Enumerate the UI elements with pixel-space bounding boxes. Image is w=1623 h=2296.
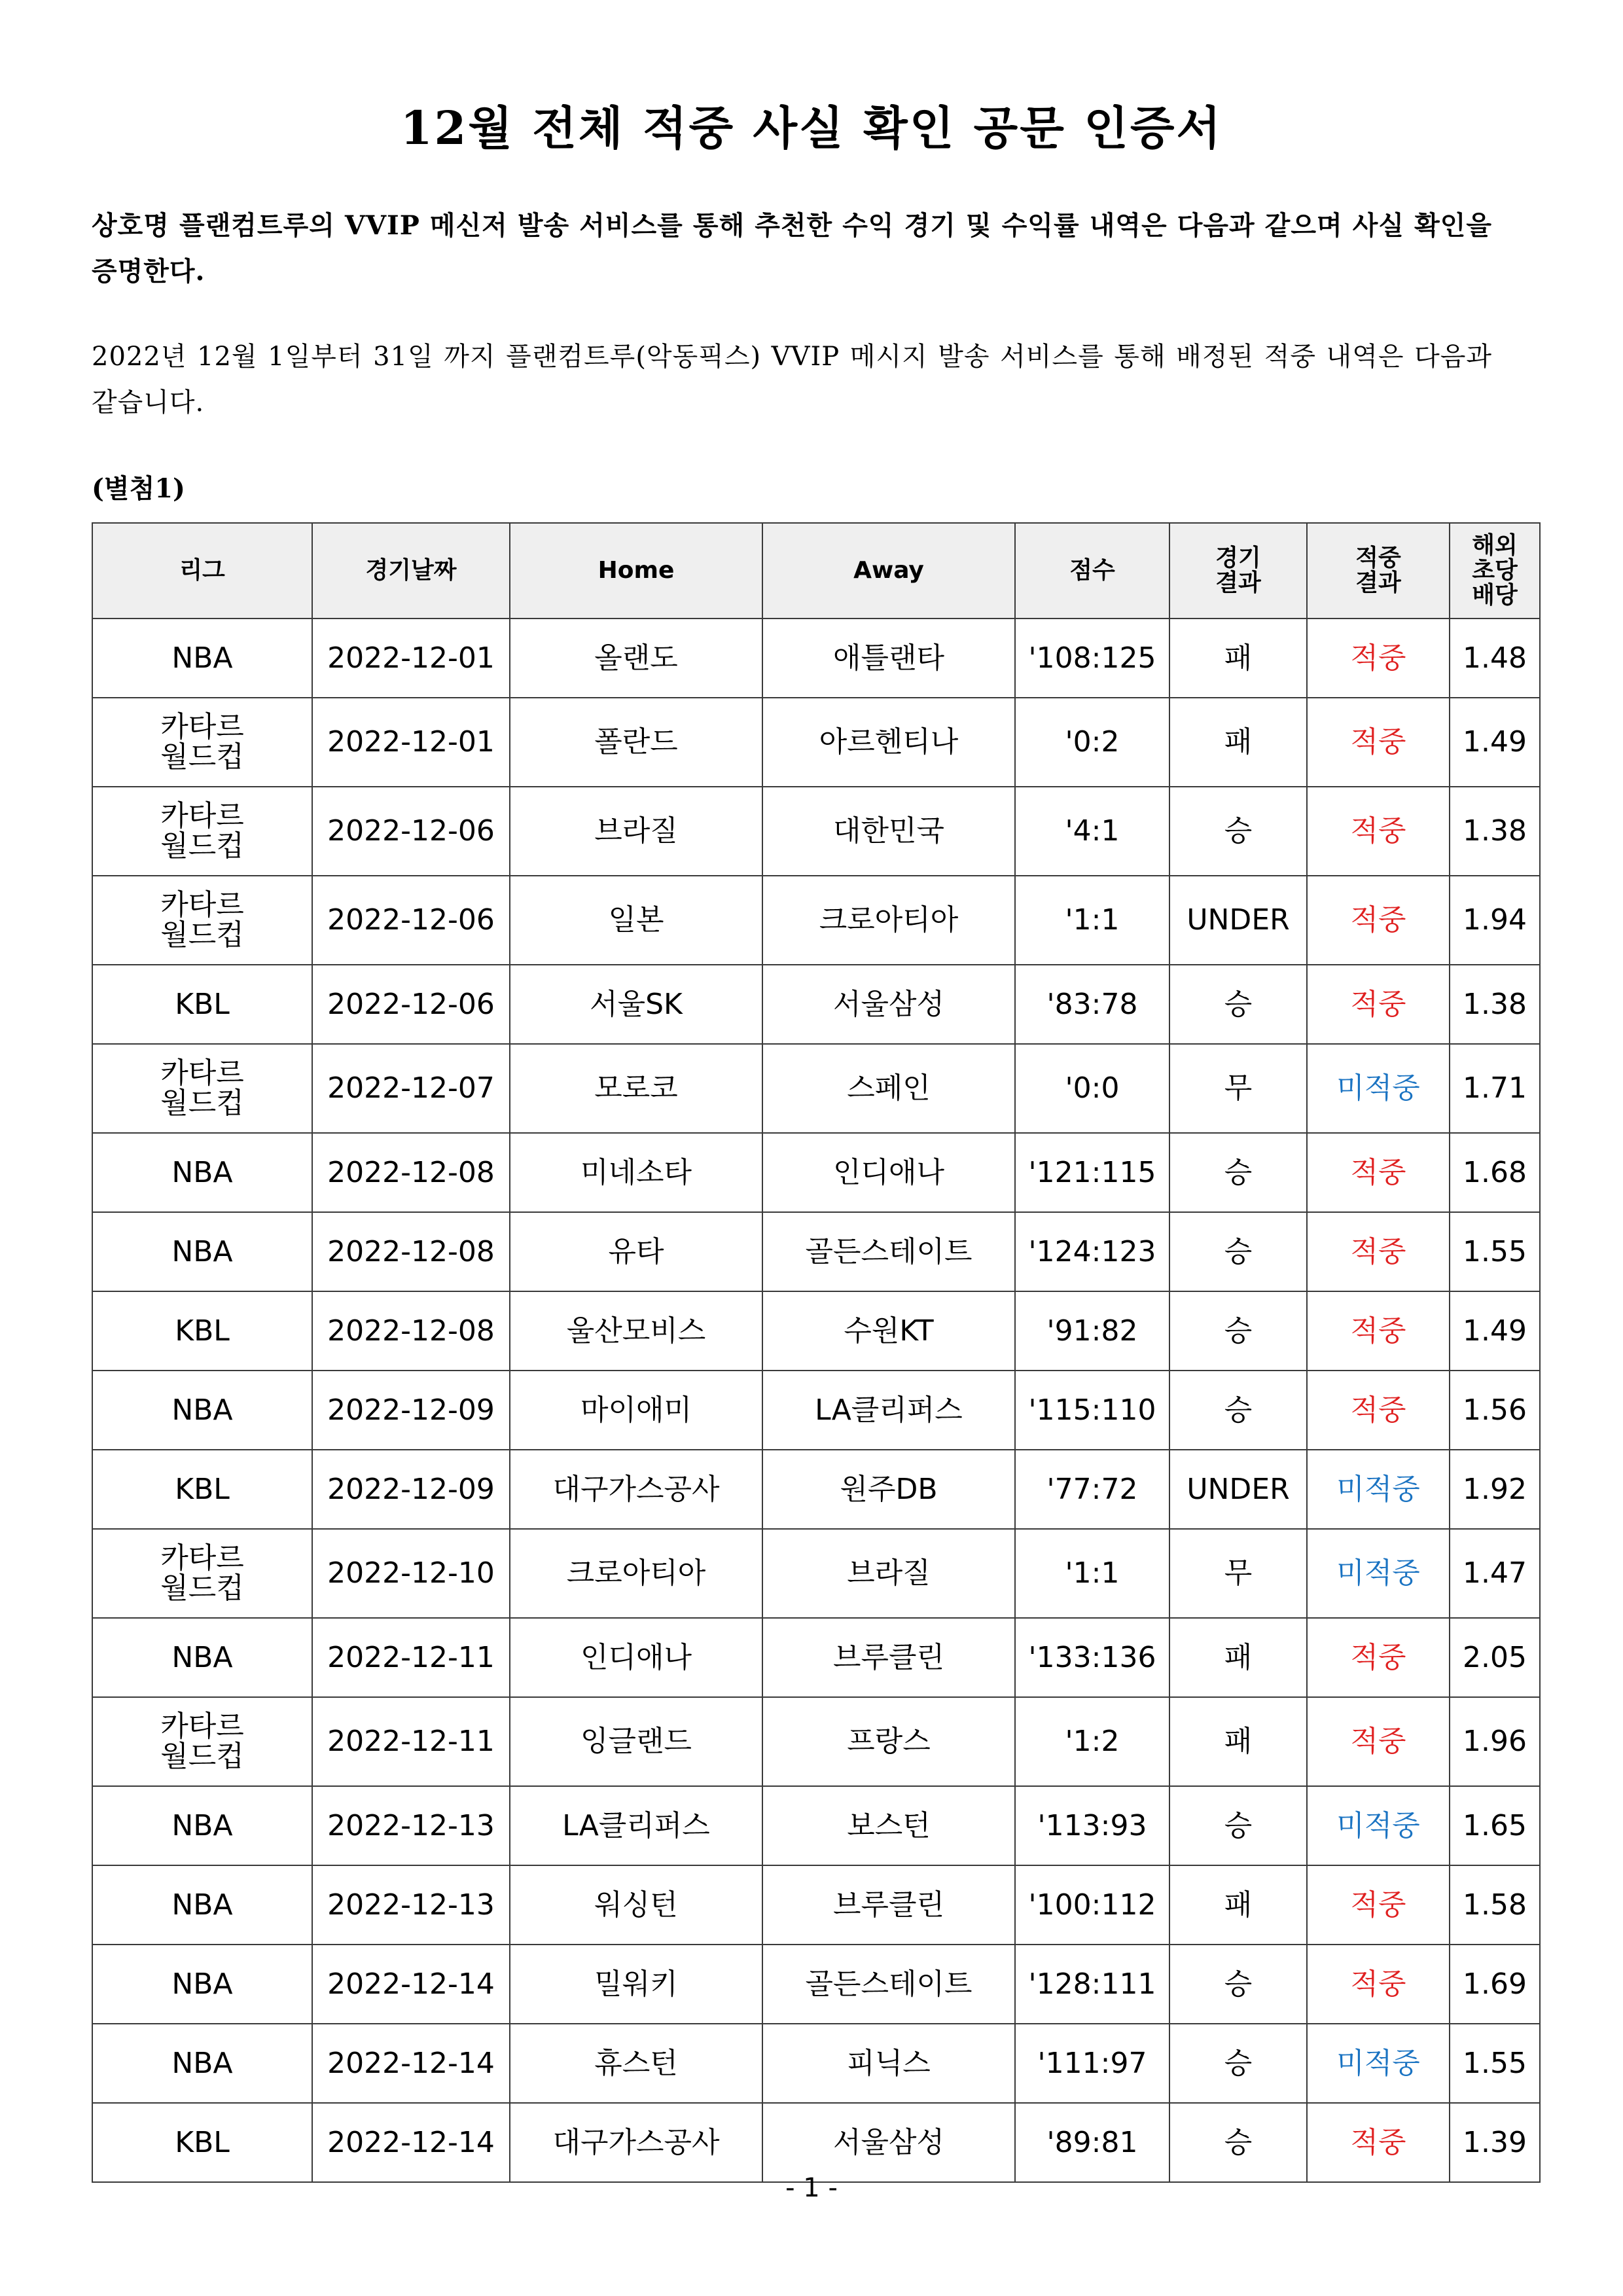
cell-result: 승 xyxy=(1169,965,1307,1044)
cell-date: 2022-12-11 xyxy=(312,1697,510,1786)
cell-date: 2022-12-13 xyxy=(312,1865,510,1945)
cell-league: NBA xyxy=(92,619,312,698)
table-row xyxy=(92,787,1540,876)
cell-home: 크로아티아 xyxy=(510,1529,762,1618)
cell-result: 무 xyxy=(1169,1529,1307,1618)
header-date: 경기날짜 xyxy=(312,523,510,619)
cell-hit: 적중 xyxy=(1307,787,1450,876)
cell-hit: 적중 xyxy=(1307,1291,1450,1371)
cell-home: LA클리퍼스 xyxy=(510,1786,762,1865)
cell-result: 패 xyxy=(1169,1618,1307,1697)
header-league: 리그 xyxy=(92,523,312,619)
cell-score: '4:1 xyxy=(1015,787,1169,876)
cell-league: KBL xyxy=(92,1291,312,1371)
cell-result: UNDER xyxy=(1169,1450,1307,1529)
cell-score: '113:93 xyxy=(1015,1786,1169,1865)
cell-away: 브루클린 xyxy=(762,1618,1015,1697)
cell-home: 인디애나 xyxy=(510,1618,762,1697)
cell-league: NBA xyxy=(92,1865,312,1945)
cell-home: 유타 xyxy=(510,1212,762,1291)
cell-league: NBA xyxy=(92,1133,312,1212)
cell-home: 울산모비스 xyxy=(510,1291,762,1371)
header-result: 경기 결과 xyxy=(1169,523,1307,619)
cell-result: 패 xyxy=(1169,619,1307,698)
cell-home: 일본 xyxy=(510,876,762,965)
table-row xyxy=(92,2103,1540,2182)
cell-hit: 적중 xyxy=(1307,1618,1450,1697)
cell-home: 모로코 xyxy=(510,1044,762,1133)
cell-hit: 미적중 xyxy=(1307,1786,1450,1865)
cell-odds: 1.56 xyxy=(1450,1371,1540,1450)
cell-hit: 미적중 xyxy=(1307,1529,1450,1618)
table-row xyxy=(92,1212,1540,1291)
cell-score: '128:111 xyxy=(1015,1945,1169,2024)
table-row xyxy=(92,1450,1540,1529)
cell-away: 수원KT xyxy=(762,1291,1015,1371)
cell-result: 승 xyxy=(1169,1945,1307,2024)
cell-league: NBA xyxy=(92,2024,312,2103)
results-table xyxy=(92,522,1541,2183)
cell-odds: 1.49 xyxy=(1450,1291,1540,1371)
cell-score: '108:125 xyxy=(1015,619,1169,698)
cell-result: 승 xyxy=(1169,1212,1307,1291)
table-row xyxy=(92,1865,1540,1945)
cell-hit: 미적중 xyxy=(1307,2024,1450,2103)
table-row xyxy=(92,1945,1540,2024)
cell-result: 승 xyxy=(1169,1786,1307,1865)
cell-home: 서울SK xyxy=(510,965,762,1044)
cell-result: 패 xyxy=(1169,1865,1307,1945)
cell-odds: 1.65 xyxy=(1450,1786,1540,1865)
cell-home: 워싱턴 xyxy=(510,1865,762,1945)
cell-result: 무 xyxy=(1169,1044,1307,1133)
cell-league: 카타르 월드컵 xyxy=(92,1529,312,1618)
cell-away: 프랑스 xyxy=(762,1697,1015,1786)
cell-home: 미네소타 xyxy=(510,1133,762,1212)
intro-paragraph: 상호명 플랜컴트루의 VVIP 메신저 발송 서비스를 통해 추천한 수익 경기 및 수익률 내역은 다음과 같으며 사실 확인을 증명한다. xyxy=(92,210,1492,287)
cell-away: 대한민국 xyxy=(762,787,1015,876)
attachment-label: (별첨1) xyxy=(92,473,185,504)
cell-result: 패 xyxy=(1169,1697,1307,1786)
cell-odds: 1.96 xyxy=(1450,1697,1540,1786)
page-number: - 1 - xyxy=(785,2173,838,2203)
table-row xyxy=(92,1133,1540,1212)
cell-league: NBA xyxy=(92,1945,312,2024)
table-row xyxy=(92,1529,1540,1618)
cell-hit: 적중 xyxy=(1307,1133,1450,1212)
cell-result: 승 xyxy=(1169,787,1307,876)
cell-home: 대구가스공사 xyxy=(510,1450,762,1529)
cell-odds: 1.55 xyxy=(1450,2024,1540,2103)
cell-league: NBA xyxy=(92,1371,312,1450)
cell-odds: 1.49 xyxy=(1450,698,1540,787)
cell-hit: 적중 xyxy=(1307,965,1450,1044)
cell-home: 밀워키 xyxy=(510,1945,762,2024)
cell-home: 올랜도 xyxy=(510,619,762,698)
cell-score: '115:110 xyxy=(1015,1371,1169,1450)
cell-home: 브라질 xyxy=(510,787,762,876)
cell-date: 2022-12-14 xyxy=(312,2103,510,2182)
cell-odds: 1.58 xyxy=(1450,1865,1540,1945)
cell-date: 2022-12-08 xyxy=(312,1291,510,1371)
cell-date: 2022-12-08 xyxy=(312,1212,510,1291)
cell-score: '111:97 xyxy=(1015,2024,1169,2103)
table-row xyxy=(92,1697,1540,1786)
cell-score: '89:81 xyxy=(1015,2103,1169,2182)
cell-odds: 1.38 xyxy=(1450,965,1540,1044)
table-row xyxy=(92,1291,1540,1371)
cell-score: '124:123 xyxy=(1015,1212,1169,1291)
period-paragraph: 2022년 12월 1일부터 31일 까지 플랜컴트루(악동픽스) VVIP 메시지 발송 서비스를 통해 배정된 적중 내역은 다음과 같습니다. xyxy=(92,342,1492,418)
cell-home: 잉글랜드 xyxy=(510,1697,762,1786)
cell-hit: 적중 xyxy=(1307,1865,1450,1945)
cell-score: '133:136 xyxy=(1015,1618,1169,1697)
header-hit: 적중 결과 xyxy=(1307,523,1450,619)
cell-league: 카타르 월드컵 xyxy=(92,787,312,876)
cell-away: 브라질 xyxy=(762,1529,1015,1618)
cell-date: 2022-12-11 xyxy=(312,1618,510,1697)
cell-home: 휴스턴 xyxy=(510,2024,762,2103)
document-title: 12월 전체 적중 사실 확인 공문 인증서 xyxy=(400,101,1223,155)
cell-odds: 1.69 xyxy=(1450,1945,1540,2024)
cell-score: '1:1 xyxy=(1015,876,1169,965)
cell-date: 2022-12-01 xyxy=(312,619,510,698)
cell-hit: 적중 xyxy=(1307,1212,1450,1291)
cell-hit: 적중 xyxy=(1307,619,1450,698)
cell-league: KBL xyxy=(92,2103,312,2182)
cell-odds: 1.94 xyxy=(1450,876,1540,965)
cell-result: 승 xyxy=(1169,1133,1307,1212)
cell-hit: 미적중 xyxy=(1307,1450,1450,1529)
cell-away: 크로아티아 xyxy=(762,876,1015,965)
cell-league: 카타르 월드컵 xyxy=(92,876,312,965)
table-row xyxy=(92,876,1540,965)
table-row xyxy=(92,1044,1540,1133)
cell-score: '83:78 xyxy=(1015,965,1169,1044)
cell-date: 2022-12-14 xyxy=(312,2024,510,2103)
cell-score: '77:72 xyxy=(1015,1450,1169,1529)
cell-result: 승 xyxy=(1169,2103,1307,2182)
cell-home: 마이애미 xyxy=(510,1371,762,1450)
cell-away: 브루클린 xyxy=(762,1865,1015,1945)
cell-odds: 1.38 xyxy=(1450,787,1540,876)
cell-score: '121:115 xyxy=(1015,1133,1169,1212)
cell-odds: 1.47 xyxy=(1450,1529,1540,1618)
cell-date: 2022-12-10 xyxy=(312,1529,510,1618)
table-row xyxy=(92,1371,1540,1450)
table-header-row xyxy=(92,523,1540,619)
cell-away: 서울삼성 xyxy=(762,2103,1015,2182)
cell-date: 2022-12-06 xyxy=(312,876,510,965)
cell-result: 승 xyxy=(1169,1371,1307,1450)
cell-hit: 적중 xyxy=(1307,1945,1450,2024)
cell-date: 2022-12-06 xyxy=(312,787,510,876)
cell-away: 골든스테이트 xyxy=(762,1945,1015,2024)
cell-home: 대구가스공사 xyxy=(510,2103,762,2182)
cell-home: 폴란드 xyxy=(510,698,762,787)
header-odds: 해외 초당 배당 xyxy=(1450,523,1540,619)
cell-odds: 1.68 xyxy=(1450,1133,1540,1212)
cell-date: 2022-12-14 xyxy=(312,1945,510,2024)
cell-score: '1:2 xyxy=(1015,1697,1169,1786)
cell-league: 카타르 월드컵 xyxy=(92,698,312,787)
table-row xyxy=(92,619,1540,698)
header-home: Home xyxy=(510,523,762,619)
cell-away: 골든스테이트 xyxy=(762,1212,1015,1291)
cell-date: 2022-12-09 xyxy=(312,1371,510,1450)
table-row xyxy=(92,2024,1540,2103)
cell-league: KBL xyxy=(92,965,312,1044)
cell-odds: 1.71 xyxy=(1450,1044,1540,1133)
cell-away: 스페인 xyxy=(762,1044,1015,1133)
cell-league: NBA xyxy=(92,1212,312,1291)
cell-odds: 1.48 xyxy=(1450,619,1540,698)
cell-away: 보스턴 xyxy=(762,1786,1015,1865)
cell-hit: 적중 xyxy=(1307,2103,1450,2182)
cell-score: '100:112 xyxy=(1015,1865,1169,1945)
cell-hit: 적중 xyxy=(1307,876,1450,965)
cell-hit: 적중 xyxy=(1307,698,1450,787)
table-row xyxy=(92,965,1540,1044)
cell-league: NBA xyxy=(92,1786,312,1865)
cell-score: '0:0 xyxy=(1015,1044,1169,1133)
cell-score: '0:2 xyxy=(1015,698,1169,787)
cell-date: 2022-12-07 xyxy=(312,1044,510,1133)
header-away: Away xyxy=(762,523,1015,619)
cell-league: 카타르 월드컵 xyxy=(92,1697,312,1786)
cell-date: 2022-12-09 xyxy=(312,1450,510,1529)
cell-odds: 2.05 xyxy=(1450,1618,1540,1697)
table-row xyxy=(92,1786,1540,1865)
cell-odds: 1.92 xyxy=(1450,1450,1540,1529)
cell-away: 원주DB xyxy=(762,1450,1015,1529)
cell-date: 2022-12-06 xyxy=(312,965,510,1044)
cell-away: 애틀랜타 xyxy=(762,619,1015,698)
cell-score: '1:1 xyxy=(1015,1529,1169,1618)
cell-odds: 1.55 xyxy=(1450,1212,1540,1291)
cell-hit: 적중 xyxy=(1307,1371,1450,1450)
cell-league: 카타르 월드컵 xyxy=(92,1044,312,1133)
cell-away: 인디애나 xyxy=(762,1133,1015,1212)
cell-date: 2022-12-01 xyxy=(312,698,510,787)
cell-odds: 1.39 xyxy=(1450,2103,1540,2182)
cell-result: 승 xyxy=(1169,2024,1307,2103)
table-row xyxy=(92,1618,1540,1697)
cell-date: 2022-12-13 xyxy=(312,1786,510,1865)
cell-league: KBL xyxy=(92,1450,312,1529)
cell-away: 서울삼성 xyxy=(762,965,1015,1044)
cell-hit: 미적중 xyxy=(1307,1044,1450,1133)
cell-result: 패 xyxy=(1169,698,1307,787)
cell-date: 2022-12-08 xyxy=(312,1133,510,1212)
cell-result: 승 xyxy=(1169,1291,1307,1371)
cell-score: '91:82 xyxy=(1015,1291,1169,1371)
cell-hit: 적중 xyxy=(1307,1697,1450,1786)
cell-away: 피닉스 xyxy=(762,2024,1015,2103)
header-score: 점수 xyxy=(1015,523,1169,619)
table-row xyxy=(92,698,1540,787)
cell-result: UNDER xyxy=(1169,876,1307,965)
cell-away: LA클리퍼스 xyxy=(762,1371,1015,1450)
cell-away: 아르헨티나 xyxy=(762,698,1015,787)
cell-league: NBA xyxy=(92,1618,312,1697)
